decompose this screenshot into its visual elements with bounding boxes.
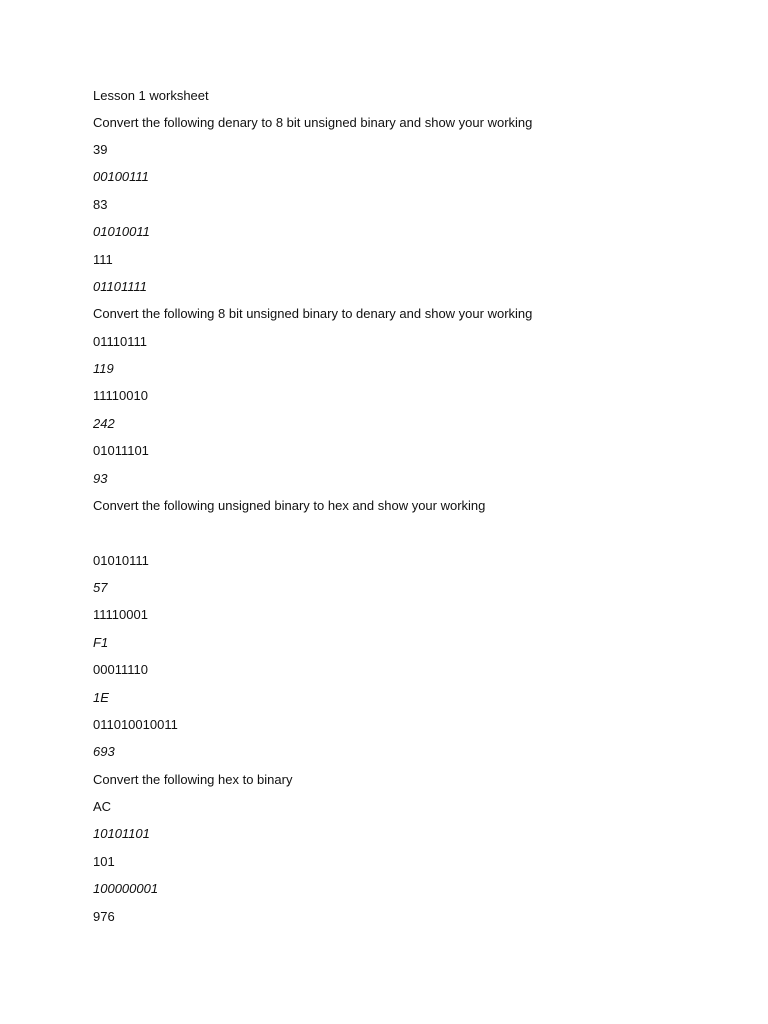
answer-value: 01010011: [93, 224, 150, 239]
question-value: 11110001: [93, 607, 148, 622]
worksheet-title: Lesson 1 worksheet: [93, 88, 209, 103]
answer-value: 693: [93, 744, 115, 759]
answer-value: 100000001: [93, 881, 159, 896]
answer-value: 57: [93, 580, 108, 595]
question-value: 01010111: [93, 553, 149, 568]
question-value: 83: [93, 197, 108, 212]
answer-value: 01101111: [93, 279, 147, 294]
answer-value: 10101101: [93, 826, 150, 841]
question-value: 01011101: [93, 443, 149, 458]
section-instruction: Convert the following 8 bit unsigned binary to denary and show your working: [93, 306, 533, 321]
question-value: 11110010: [93, 388, 148, 403]
question-value: 011010010011: [93, 717, 178, 732]
question-value: 39: [93, 142, 108, 157]
question-value: 01110111: [93, 334, 147, 349]
answer-value: F1: [93, 635, 109, 650]
section-instruction: Convert the following hex to binary: [93, 772, 293, 787]
answer-value: 242: [93, 416, 115, 431]
answer-value: 1E: [93, 690, 109, 705]
section-instruction: Convert the following denary to 8 bit unsigned binary and show your working: [93, 115, 533, 130]
question-value: 111: [93, 252, 113, 267]
question-value: 00011110: [93, 662, 148, 677]
question-value: AC: [93, 799, 112, 814]
answer-value: 119: [93, 361, 114, 376]
question-value: 976: [93, 909, 115, 924]
section-instruction: Convert the following unsigned binary to hex and show your working: [93, 498, 486, 513]
answer-value: 00100111: [93, 169, 149, 184]
question-value: 101: [93, 854, 115, 869]
answer-value: 93: [93, 471, 108, 486]
